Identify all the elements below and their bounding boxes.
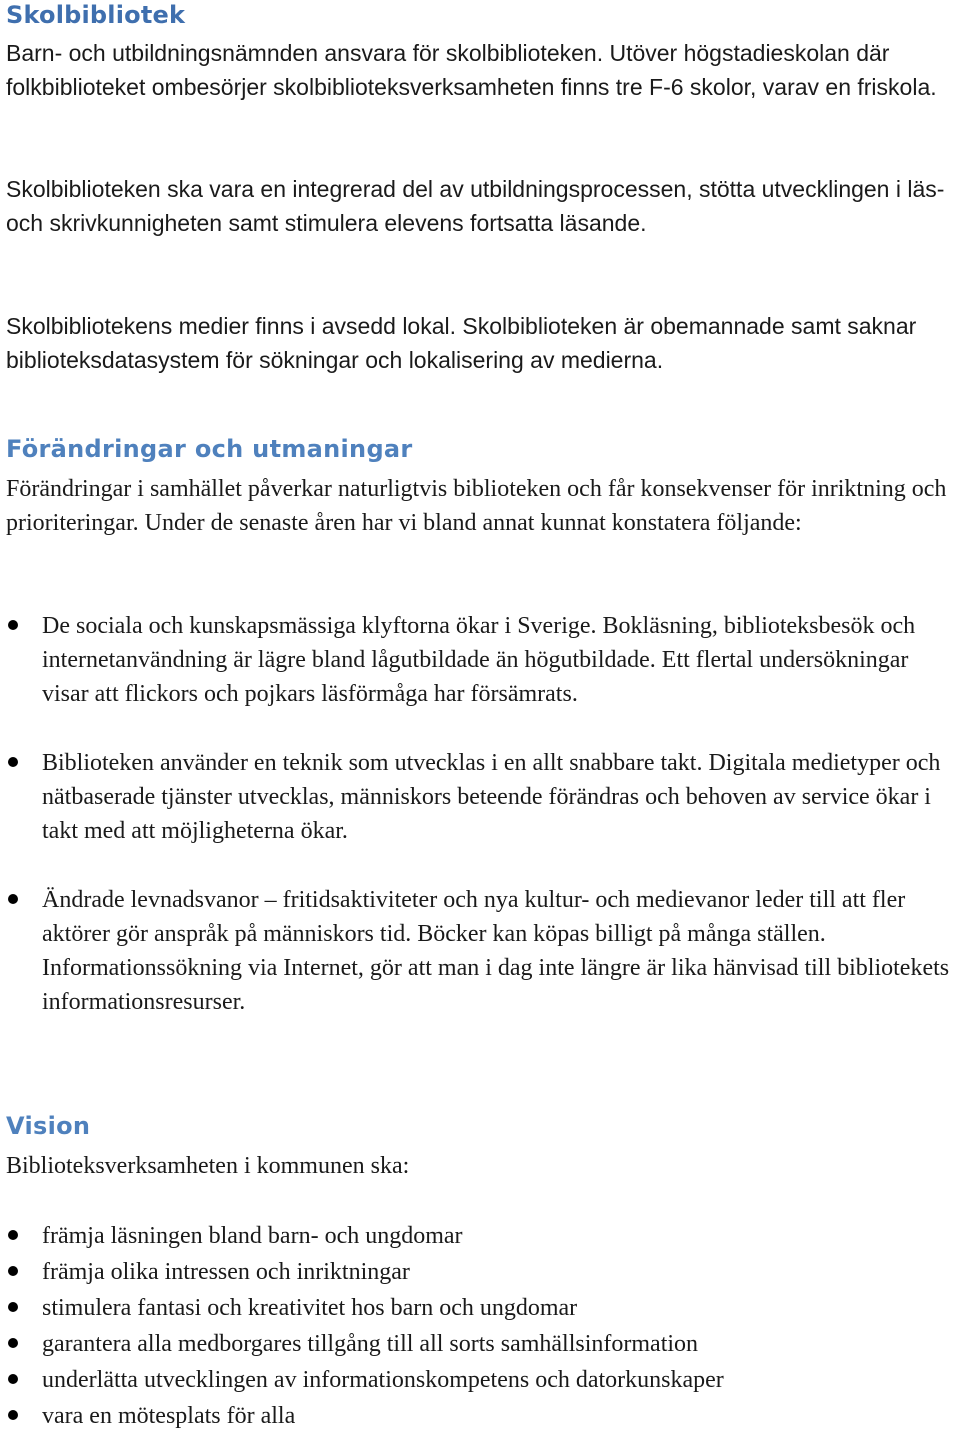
list-item	[6, 1218, 958, 1254]
bullet-icon	[8, 1410, 18, 1420]
skolbibliotek-paragraph-3: Skolbibliotekens medier finns i avsedd lokal. Skolbiblioteken är obemannade samt saknar biblioteksdatasystem för sökningar och lokalisering av medierna.	[6, 313, 917, 373]
bullet-icon	[8, 1302, 18, 1312]
list-item-text: främja olika intressen och inriktningar	[42, 1259, 410, 1285]
list-item-text: De sociala och kunskapsmässiga klyftorna ökar i Sverige. Bokläsning, biblioteksbesök och internetanvändning är lägre bland lågutbildade än högutbildade. Ett flertal undersökningar visar att flickors och pojkars läsförmåga har försämrats.	[42, 613, 916, 707]
list-item-text: främja läsningen bland barn- och ungdomar	[42, 1223, 463, 1249]
bullet-icon	[8, 1374, 18, 1384]
bullet-icon	[8, 894, 18, 904]
list-item	[6, 609, 958, 711]
list-item	[6, 1290, 958, 1326]
bullet-icon	[8, 1230, 18, 1240]
list-item-text: Biblioteken använder en teknik som utvecklas i en allt snabbare takt. Digitala medietyper och nätbaserade tjänster utvecklas, människors beteende förändras och behoven av service ökar i takt med att möjligheterna ökar.	[42, 750, 941, 844]
bullet-icon	[8, 1338, 18, 1348]
list-item-text: Ändrade levnadsvanor – fritidsaktiviteter och nya kultur- och medievanor leder till att fler aktörer gör anspråk på människors tid. Böcker kan köpas billigt på många ställen. Informationssökning via Internet, gör att man i dag inte längre är lika hänvisad till bibliotekets informationsresurser.	[42, 887, 950, 1015]
list-item-text: vara en mötesplats för alla	[42, 1403, 296, 1429]
vision-list	[6, 1218, 958, 1434]
list-item	[6, 1254, 958, 1290]
bullet-icon	[8, 620, 18, 630]
bullet-icon	[8, 757, 18, 767]
list-item	[6, 1398, 958, 1434]
list-item	[6, 883, 958, 1019]
bullet-icon	[8, 1266, 18, 1276]
forandringar-intro: Förändringar i samhället påverkar naturligtvis biblioteken och får konsekvenser för inriktning och prioriteringar. Under de senaste åren har vi bland annat kunnat konstatera följande:	[6, 476, 947, 536]
forandringar-list	[6, 609, 958, 1019]
list-item-text: stimulera fantasi och kreativitet hos barn och ungdomar	[42, 1295, 578, 1321]
vision-intro: Biblioteksverksamheten i kommunen ska:	[6, 1153, 410, 1179]
skolbibliotek-paragraph-1: Barn- och utbildningsnämnden ansvara för skolbiblioteken. Utöver högstadieskolan där folkbiblioteket ombesörjer skolbiblioteksverksamheten finns tre F-6 skolor, varav en friskola.	[6, 40, 937, 100]
skolbibliotek-heading: Skolbibliotek	[6, 1, 186, 29]
vision-heading: Vision	[6, 1112, 91, 1140]
list-item	[6, 746, 958, 848]
list-item	[6, 1326, 958, 1362]
list-item-text: garantera alla medborgares tillgång till all sorts samhällsinformation	[42, 1331, 699, 1357]
skolbibliotek-paragraph-2: Skolbiblioteken ska vara en integrerad del av utbildningsprocessen, stötta utvecklingen i läs- och skrivkunnigheten samt stimulera elevens fortsatta läsande.	[6, 176, 945, 236]
list-item	[6, 1362, 958, 1398]
list-item-text: underlätta utvecklingen av informationskompetens och datorkunskaper	[42, 1367, 724, 1393]
forandringar-heading: Förändringar och utmaningar	[6, 435, 413, 463]
